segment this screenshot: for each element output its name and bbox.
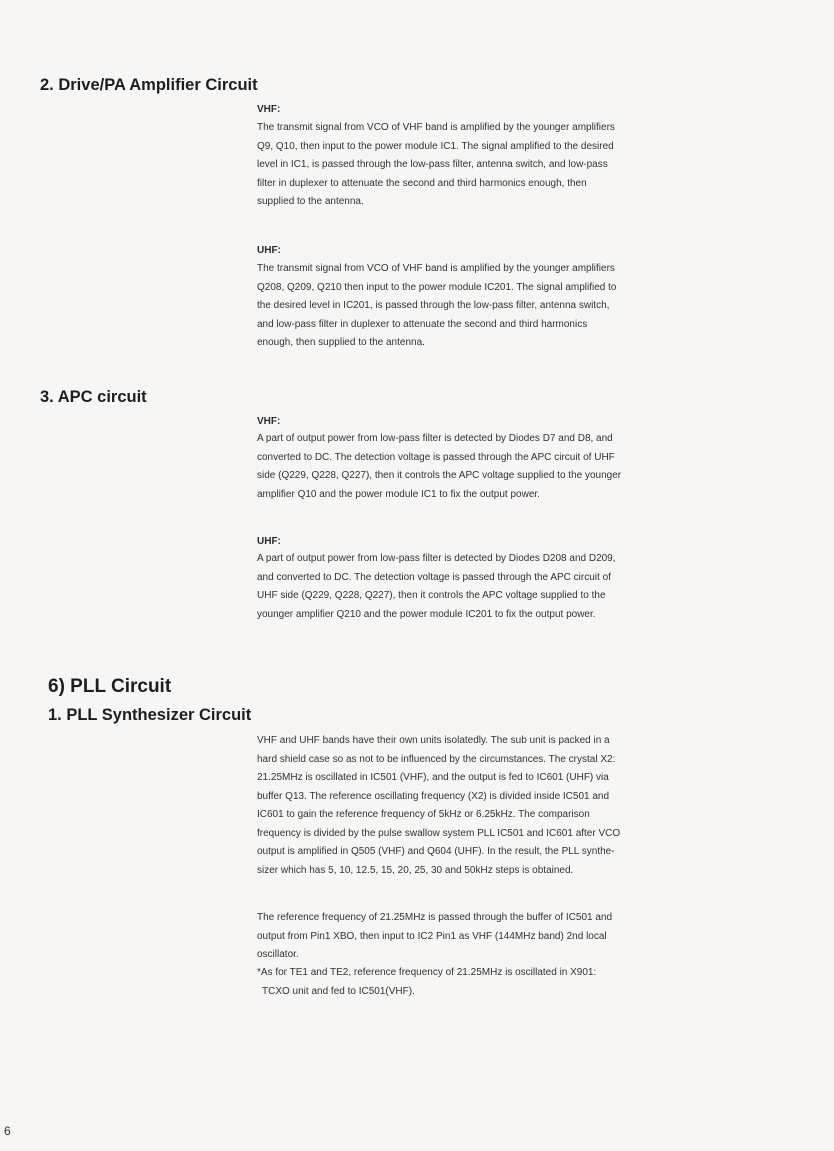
text-line: supplied to the antenna. [257, 196, 364, 207]
apc-vhf-label: VHF: [257, 416, 281, 427]
text-line: level in IC1, is passed through the low-pass filter, antenna switch, and low-pass [257, 159, 608, 170]
text-line: sizer which has 5, 10, 12.5, 15, 20, 25, 30 and 50kHz steps is obtained. [257, 864, 574, 876]
drive-uhf-paragraph [257, 260, 757, 353]
text-line: frequency is divided by the pulse swallow system PLL IC501 and IC601 after VCO [257, 827, 621, 839]
text-line: IC601 to gain the reference frequency of 5kHz or 6.25kHz. The comparison [257, 809, 590, 820]
drive-uhf-label: UHF: [257, 245, 281, 256]
text-line: and low-pass filter in duplexer to attenuate the second and third harmonics [257, 318, 588, 330]
text-line: The reference frequency of 21.25MHz is passed through the buffer of IC501 and [257, 912, 613, 923]
text-line: side (Q229, Q228, Q227), then it controls the APC voltage supplied to the younger [257, 470, 622, 481]
text-line: hard shield case so as not to be influenced by the circumstances. The crystal X2: [257, 753, 616, 765]
text-line: filter in duplexer to attenuate the second and third harmonics enough, then [257, 177, 587, 189]
text-line: amplifier Q10 and the power module IC1 to fix the output power. [257, 488, 540, 500]
text-line: output from Pin1 XBO, then input to IC2 Pin1 as VHF (144MHz band) 2nd local [257, 930, 607, 942]
text-line: TCXO unit and fed to IC501(VHF). [262, 985, 415, 997]
text-line: VHF and UHF bands have their own units isolatedly. The sub unit is packed in a [257, 735, 610, 746]
text-line: *As for TE1 and TE2, reference frequency of 21.25MHz is oscillated in X901: [257, 967, 597, 978]
apc-vhf-paragraph [257, 430, 757, 504]
text-line: UHF side (Q229, Q228, Q227), then it controls the APC voltage supplied to the [257, 590, 606, 601]
apc-uhf-label: UHF: [257, 536, 281, 547]
text-line: A part of output power from low-pass filter is detected by Diodes D7 and D8, and [257, 433, 613, 444]
pll-circuit-heading: 6) PLL Circuit [48, 676, 172, 697]
drive-vhf-paragraph [257, 119, 757, 212]
text-line: converted to DC. The detection voltage is passed through the APC circuit of UHF [257, 451, 615, 463]
text-line: and converted to DC. The detection voltage is passed through the APC circuit of [257, 571, 611, 583]
text-line: The transmit signal from VCO of VHF band is amplified by the younger amplifiers [257, 122, 615, 133]
pll-note [257, 964, 757, 1001]
apc-uhf-paragraph [257, 550, 757, 624]
pll-reference-paragraph [257, 909, 757, 965]
text-line: Q208, Q209, Q210 then input to the power module IC201. The signal amplified to [257, 281, 617, 293]
text-line: output is amplified in Q505 (VHF) and Q604 (UHF). In the result, the PLL synthe- [257, 846, 615, 857]
text-line: The transmit signal from VCO of VHF band is amplified by the younger amplifiers [257, 263, 615, 274]
pll-synth-paragraph [257, 732, 757, 880]
text-line: oscillator. [257, 949, 299, 960]
text-line: A part of output power from low-pass filter is detected by Diodes D208 and D209, [257, 553, 616, 564]
drive-pa-heading: 2. Drive/PA Amplifier Circuit [40, 76, 258, 94]
text-line: enough, then supplied to the antenna. [257, 337, 425, 348]
text-line: the desired level in IC201, is passed through the low-pass filter, antenna switch, [257, 300, 610, 311]
text-line: younger amplifier Q210 and the power module IC201 to fix the output power. [257, 608, 596, 620]
page-number: 6 [4, 1124, 11, 1138]
text-line: Q9, Q10, then input to the power module IC1. The signal amplified to the desired [257, 140, 614, 152]
text-line: 21.25MHz is oscillated in IC501 (VHF), and the output is fed to IC601 (UHF) via [257, 772, 609, 783]
apc-heading: 3. APC circuit [40, 388, 147, 406]
drive-vhf-label: VHF: [257, 104, 281, 115]
text-line: buffer Q13. The reference oscillating frequency (X2) is divided inside IC501 and [257, 790, 610, 802]
pll-synth-heading: 1. PLL Synthesizer Circuit [48, 706, 252, 724]
